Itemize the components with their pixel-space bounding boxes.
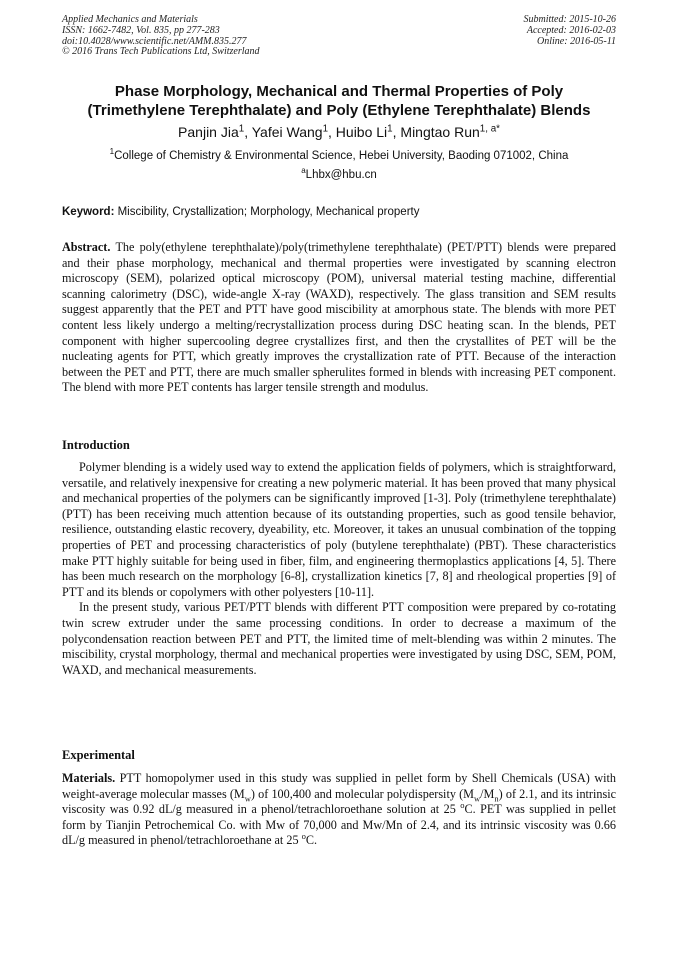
materials-text-6: C. — [305, 833, 318, 848]
materials-text-1: PTT homopolymer used in this study was supplied in pellet form by Shell Chemicals (USA) with weight-average molecular masses (M — [62, 771, 616, 801]
author-name: Huibo Li — [335, 124, 388, 140]
introduction-body — [62, 460, 616, 678]
degree-mark: o — [301, 831, 306, 842]
author-name: Mingtao Run — [400, 124, 480, 140]
journal-issn: ISSN: 1662-7482, Vol. 835, pp 277-283 — [62, 24, 220, 36]
materials-text-2: ) of 100,400 and molecular polydispersity (M — [250, 786, 474, 801]
materials-subscript: n — [494, 793, 499, 804]
online-date: Online: 2016-05-11 — [537, 35, 616, 47]
author-name: Yafei Wang — [251, 124, 323, 140]
introduction-paragraph-2: In the present study, various PET/PTT blends with different PTT composition were prepared by co-rotating twin screw extruder under the same processing conditions. In order to decrease a maximum of the polycondensation reaction between PET and PTT, the limited time of melt-blending was within 2 minutes. The miscibility, crystal morphology, thermal and mechanical properties were investigated by using DSC, SEM, POM, WAXD, and mechanical measurements. — [62, 600, 616, 677]
keywords — [62, 205, 616, 220]
introduction-paragraph-1: Polymer blending is a widely used way to extend the application fields of polymers, which is straightforward, versatile, and relatively inexpensive for creating a new polymeric material. It has been proved that many physical and mechanical properties of the polymers can be significantly improved [1-3]. Poly (trimethylene terephthalate) (PTT) has been receiving much attention because of its outstanding properties, such as good tensile behavior, resilience, outstanding elastic recovery, dyeability, etc. Moreover, it takes an unusual combination of the topping properties of PET and processing characteristics of poly (butylene terephthalate) (PBT). These characteristics make PTT highly suitable for being used in fiber, film, and engineering thermoplastics applications [4, 5]. There has been much research on the morphology [6-8], crystallization kinetics [7, 8] and rheological properties [9] of PTT and its blends or copolymers with other polyesters [10-11]. — [62, 460, 616, 599]
email-mark: a — [301, 166, 306, 176]
abstract-text: The poly(ethylene terephthalate)/poly(trimethylene terephthalate) (PET/PTT) blends were prepared and their phase morphology, mechanical and thermal properties were investigated by scanning electron microscopy (SEM), polarized optical microscopy (POM), universal material testing machine, differential scanning calorimetry (DSC), wide-angle X-ray (WAXD), respectively. The glass transition and SEM results suggest apparently that the PET and PTT have good miscibility at amorphous state. The blends with more PET content less likely undergo a melting/recrystallization process during DSC heating scan. In the blends, PET component with higher supercooling degree crystallizes first, and then the crystallites of PET will be the nucleating agents for PTT, which greatly improves the crystallization rate of PTT. Because of the interaction between the PET and PTT, there are much smaller spherulites formed in blends with increasing PET component. The blend with more PET contents has larger tensile strength and modulus. — [62, 240, 616, 395]
journal-info — [62, 15, 260, 58]
paper-title — [30, 82, 648, 120]
author-affil-mark: 1 — [387, 123, 393, 135]
journal-doi: doi:10.4028/www.scientific.net/AMM.835.277 — [62, 35, 247, 47]
accepted-date: Accepted: 2016-02-03 — [526, 24, 616, 36]
submission-dates — [524, 15, 617, 47]
keywords-label: Keyword: — [62, 206, 115, 218]
author-list: Panjin Jia$^1$, Yafei Wang$^1$, Huibo Li$^1$, Mingtao Run$^{1, a*}$ — [178, 123, 500, 140]
author-affil-mark: 1, a* — [479, 123, 500, 135]
affiliation-mark: 1 — [109, 147, 115, 157]
title-line-2: (Trimethylene Terephthalate) and Poly (Ethylene Terephthalate) Blends — [87, 102, 591, 119]
materials-subscript: w — [473, 793, 481, 804]
materials-paragraph — [62, 771, 616, 849]
materials-subscript: w — [244, 793, 251, 804]
title-line-1: Phase Morphology, Mechanical and Thermal Properties of Poly — [114, 83, 564, 100]
materials-text-4: ) of 2.1, and its intrinsic viscosity was 0.92 dL/g measured in a phenol/tetrachloroethane solution at 25 — [62, 786, 617, 817]
materials-text-3: /M — [480, 786, 495, 801]
experimental-heading: Experimental — [62, 748, 135, 762]
affiliation-text: College of Chemistry & Environmental Science, Hebei University, Baoding 071002, China — [114, 150, 569, 162]
abstract-label: Abstract. — [62, 240, 111, 254]
keywords-text: Miscibility, Crystallization; Morphology, Mechanical property — [114, 206, 420, 218]
materials-text-5: C. PET was supplied in pellet form by Tianjin Petrochemical Co. with Mw of 70,000 and Mw/Mn of 2.4, and its intrinsic viscosity was 0.66 dL/g measured in phenol/tetrachloroethane at 25 — [62, 802, 616, 848]
materials-label: Materials. — [62, 771, 116, 785]
degree-mark: o — [460, 800, 465, 811]
journal-name: Applied Mechanics and Materials — [62, 14, 198, 25]
introduction-heading: Introduction — [62, 438, 130, 452]
author-affil-mark: 1 — [238, 123, 245, 135]
email-address: Lhbx@hbu.cn — [305, 169, 377, 181]
submitted-date: Submitted: 2015-10-26 — [523, 14, 616, 25]
corresponding-email — [30, 168, 648, 183]
author-name: Panjin Jia — [178, 124, 239, 140]
journal-copyright: © 2016 Trans Tech Publications Ltd, Switzerland — [62, 46, 260, 58]
author-affil-mark: 1 — [322, 123, 329, 135]
affiliation — [30, 149, 648, 164]
abstract — [62, 240, 616, 396]
